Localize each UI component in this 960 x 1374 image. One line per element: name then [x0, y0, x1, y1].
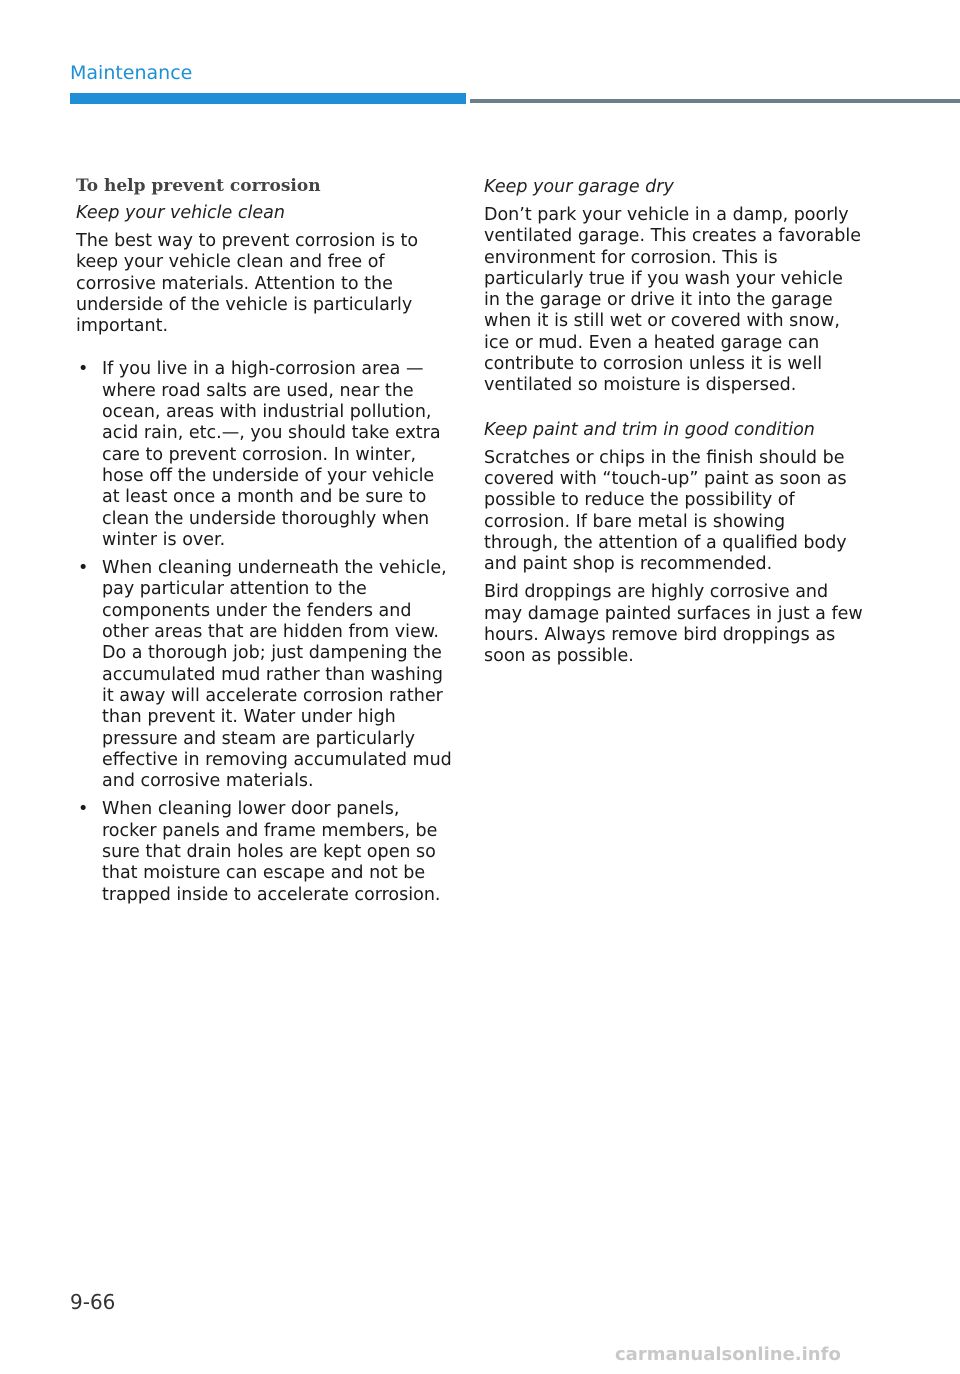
- watermark: carmanualsonline.info: [615, 1344, 841, 1365]
- subheading-garage-dry: Keep your garage dry: [484, 177, 674, 197]
- list-item: • If you live in a high-corrosion area — where road salts are used, near the ocean, areas with industrial pollution, acid rain, etc.—, you should take extra care to prevent corrosion. In winter, hose off the underside of your vehicle at least once a month and be sure to clean the underside thoroughly when winter is over.: [76, 359, 456, 551]
- bird-droppings-paragraph: Bird droppings are highly corrosive and may damage painted surfaces in just a few hours. Always remove bird droppings as soon as possible.: [484, 582, 863, 667]
- intro-paragraph: The best way to prevent corrosion is to keep your vehicle clean and free of corrosive materials. Attention to the underside of the vehicle is particularly important.: [76, 231, 419, 337]
- section-title: Maintenance: [70, 62, 193, 84]
- bullet-list: [76, 359, 456, 905]
- page-number: 9-66: [70, 1290, 116, 1314]
- subheading-vehicle-clean: Keep your vehicle clean: [76, 203, 285, 223]
- right-column: [484, 176, 864, 675]
- paint-paragraph: Scratches or chips in the finish should be covered with “touch-up” paint as soon as possible to reduce the possibility of corrosion. If bare metal is showing through, the attention of a qualified body and paint shop is recommended.: [484, 447, 847, 575]
- left-column: [76, 176, 456, 913]
- list-item: • When cleaning underneath the vehicle, pay particular attention to the components under the fenders and other areas that are hidden from view. Do a thorough job; just dampening the accumulated mud rather than washing it away will accelerate corrosion rather than prevent it. Water under high pressure and steam are particularly effective in removing accumulated mud and corrosive materials.: [76, 558, 456, 792]
- header-rule-accent: [70, 93, 466, 104]
- section-heading: To help prevent corrosion: [76, 176, 321, 196]
- list-item: • When cleaning lower door panels, rocker panels and frame members, be sure that drain holes are kept open so that moisture can escape and not be trapped inside to accelerate corrosion.: [76, 799, 456, 905]
- header-rule: [470, 99, 960, 103]
- garage-paragraph: Don’t park your vehicle in a damp, poorly ventilated garage. This creates a favorable environment for corrosion. This is particularly true if you wash your vehicle in the garage or drive it into the garage when it is still wet or covered with snow, ice or mud. Even a heated garage can contribute to corrosion unless it is well ventilated so moisture is dispersed.: [484, 205, 862, 396]
- subheading-paint-trim: Keep paint and trim in good condition: [484, 419, 815, 440]
